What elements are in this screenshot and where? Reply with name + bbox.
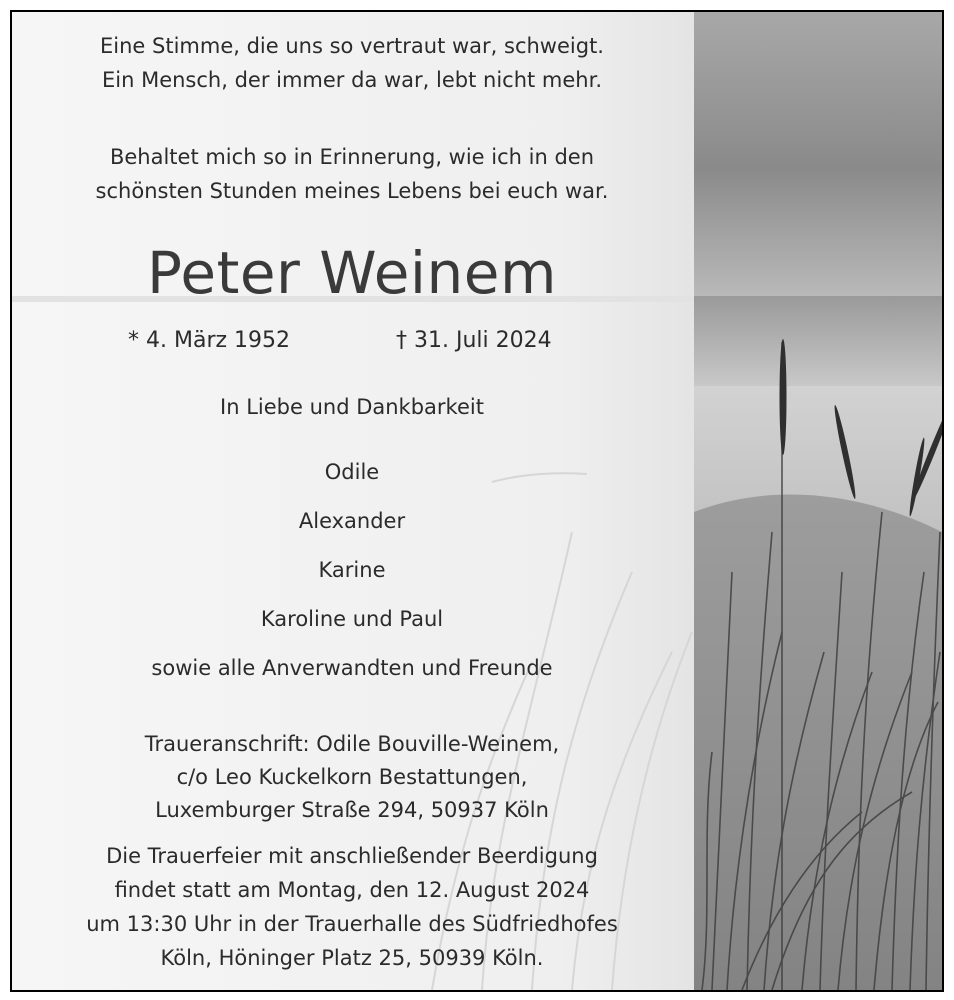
mourner-5: sowie alle Anverwandten und Freunde <box>151 656 553 680</box>
address-line-3: Luxemburger Straße 294, 50937 Köln <box>155 798 549 822</box>
service-line-1: Die Trauerfeier mit anschließender Beerdigung <box>106 844 598 868</box>
quote-line-2: Ein Mensch, der immer da war, lebt nicht mehr. <box>102 68 602 92</box>
mourner-1: Odile <box>324 460 380 484</box>
mourner-2: Alexander <box>298 509 406 533</box>
dedication: In Liebe und Dankbarkeit <box>220 395 484 419</box>
address-line-1: Traueranschrift: Odile Bouville-Weinem, <box>144 732 560 756</box>
quote-line-4: schönsten Stunden meines Lebens bei euch war. <box>95 179 609 203</box>
service-line-3: um 13:30 Uhr in der Trauerhalle des Südfriedhofes <box>86 912 618 936</box>
birth-date: * 4. März 1952 <box>128 328 291 353</box>
address-line-2: c/o Leo Kuckelkorn Bestattungen, <box>176 765 528 789</box>
mourner-4: Karoline und Paul <box>260 607 444 631</box>
obituary-text <box>12 12 692 990</box>
service-line-2: findet statt am Montag, den 12. August 2024 <box>114 878 590 902</box>
deceased-name: Peter Weinem <box>147 239 557 307</box>
mourner-3: Karine <box>318 558 386 582</box>
death-date: † 31. Juli 2024 <box>396 328 552 353</box>
quote-line-1: Eine Stimme, die uns so vertraut war, schweigt. <box>100 34 604 58</box>
quote-line-3: Behaltet mich so in Erinnerung, wie ich in den <box>109 145 595 169</box>
obituary-frame <box>10 10 944 992</box>
service-line-4: Köln, Höninger Platz 25, 50939 Köln. <box>160 946 544 970</box>
